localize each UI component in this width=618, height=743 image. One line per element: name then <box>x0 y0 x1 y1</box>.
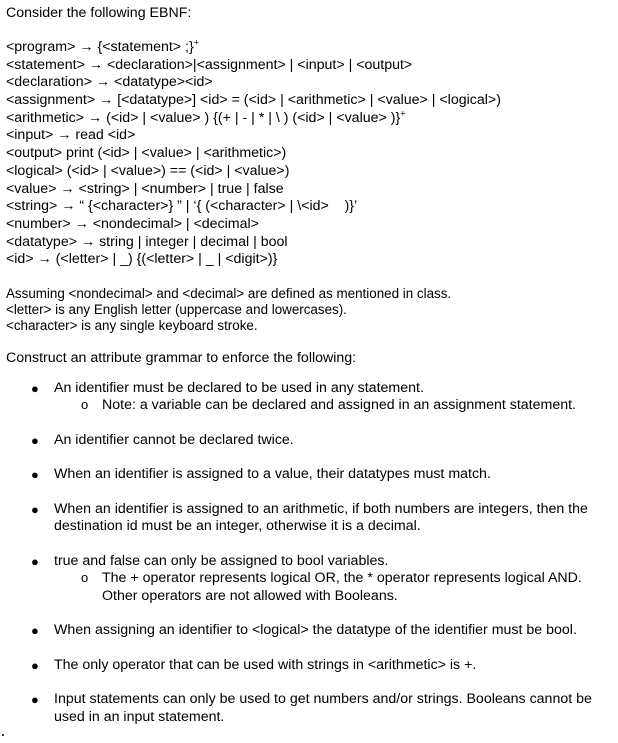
list-item <box>6 380 614 415</box>
circle-bullet-icon: o <box>81 570 89 586</box>
grammar-rule-declaration: <declaration> → <datatype><id> <box>6 74 213 91</box>
rules-list <box>6 380 614 727</box>
list-item <box>6 657 614 675</box>
rule-text: The only operator that can be used with strings in <arithmetic> is +. <box>54 656 477 673</box>
grammar-rule-id: <id> → (<letter> | _) {(<letter> | _ | <digit>)} <box>6 251 278 268</box>
sub-rule-text: The + operator represents logical OR, the * operator represents logical AND. Other operators are not allowed with Booleans. <box>102 570 582 604</box>
notes <box>6 286 614 334</box>
sub-rule-text: Note: a variable can be declared and assigned in an assignment statement. <box>102 397 576 414</box>
list-item <box>6 622 614 640</box>
list-item <box>6 553 614 606</box>
grammar-rule-program: <program> → {<statement> ;}+ <box>6 37 199 55</box>
list-item <box>6 501 614 536</box>
rule-text: When an identifier is assigned to an arithmetic, if both numbers are integers, then the destination id must be an integer, otherwise it is a decimal. <box>54 500 588 535</box>
bullet-icon: ● <box>31 432 39 448</box>
circle-bullet-icon: o <box>81 397 89 413</box>
superscript-plus: + <box>193 37 199 48</box>
list-item <box>6 466 614 484</box>
bullet-icon: ● <box>31 501 39 517</box>
bullet-icon: ● <box>31 467 39 483</box>
document-body <box>6 5 614 743</box>
list-item <box>6 691 614 726</box>
rule-text: When an identifier is assigned to a value, their datatypes must match. <box>54 466 491 483</box>
rule-text: Input statements can only be used to get numbers and/or strings. Booleans cannot be used in an input statement. <box>54 691 592 725</box>
sub-list-item <box>54 397 614 415</box>
sub-list-item <box>54 570 614 605</box>
grammar-rule-datatype: <datatype> → string | integer | decimal | bool <box>6 233 288 250</box>
ebnf-grammar <box>6 39 614 269</box>
rule-text: An identifier must be declared to be used in any statement. <box>54 379 424 396</box>
grammar-rule-output: <output> print (<id> | <value> | <arithmetic>) <box>6 145 287 162</box>
note-letter: <letter> is any English letter (uppercase and lowercases). <box>6 301 347 317</box>
bullet-icon: ● <box>31 380 39 396</box>
note-nondecimal: Assuming <nondecimal> and <decimal> are defined as mentioned in class. <box>6 285 452 301</box>
superscript-plus: + <box>400 108 406 119</box>
rule-text: An identifier cannot be declared twice. <box>54 431 294 448</box>
grammar-rule-input: <input> → read <id> <box>6 127 136 144</box>
rule-text: When assigning an identifier to <logical> the datatype of the identifier must be bool. <box>54 622 577 639</box>
list-item <box>6 432 614 450</box>
bullet-icon: ● <box>31 692 39 708</box>
note-character: <character> is any single keyboard stroke. <box>6 317 258 333</box>
stray-dot <box>2 734 4 736</box>
grammar-rule-arithmetic: <arithmetic> → (<id> | <value> ) {(+ | - | * | \ ) (<id> | <value> )}+ <box>6 108 406 126</box>
grammar-rule-value: <value> → <string> | <number> | true | false <box>6 180 284 197</box>
task-text: Construct an attribute grammar to enforce the following: <box>6 349 357 366</box>
grammar-rule-assignment: <assignment> → [<datatype>] <id> = (<id> | <arithmetic> | <value> | <logical>) <box>6 92 501 109</box>
grammar-rule-logical: <logical> (<id> | <value>) == (<id> | <value>) <box>6 162 290 179</box>
intro-text: Consider the following EBNF: <box>6 5 192 21</box>
bullet-icon: ● <box>31 657 39 673</box>
grammar-rule-string: <string> → “ {<character>} ” | ‘{ (<character> | \<id> )}’ <box>6 198 358 215</box>
bullet-icon: ● <box>31 553 39 569</box>
rule-text: true and false can only be assigned to bool variables. <box>54 552 389 569</box>
grammar-rule-number: <number> → <nondecimal> | <decimal> <box>6 215 259 232</box>
bullet-icon: ● <box>31 623 39 639</box>
grammar-rule-statement: <statement> → <declaration>|<assignment> | <input> | <output> <box>6 56 413 73</box>
